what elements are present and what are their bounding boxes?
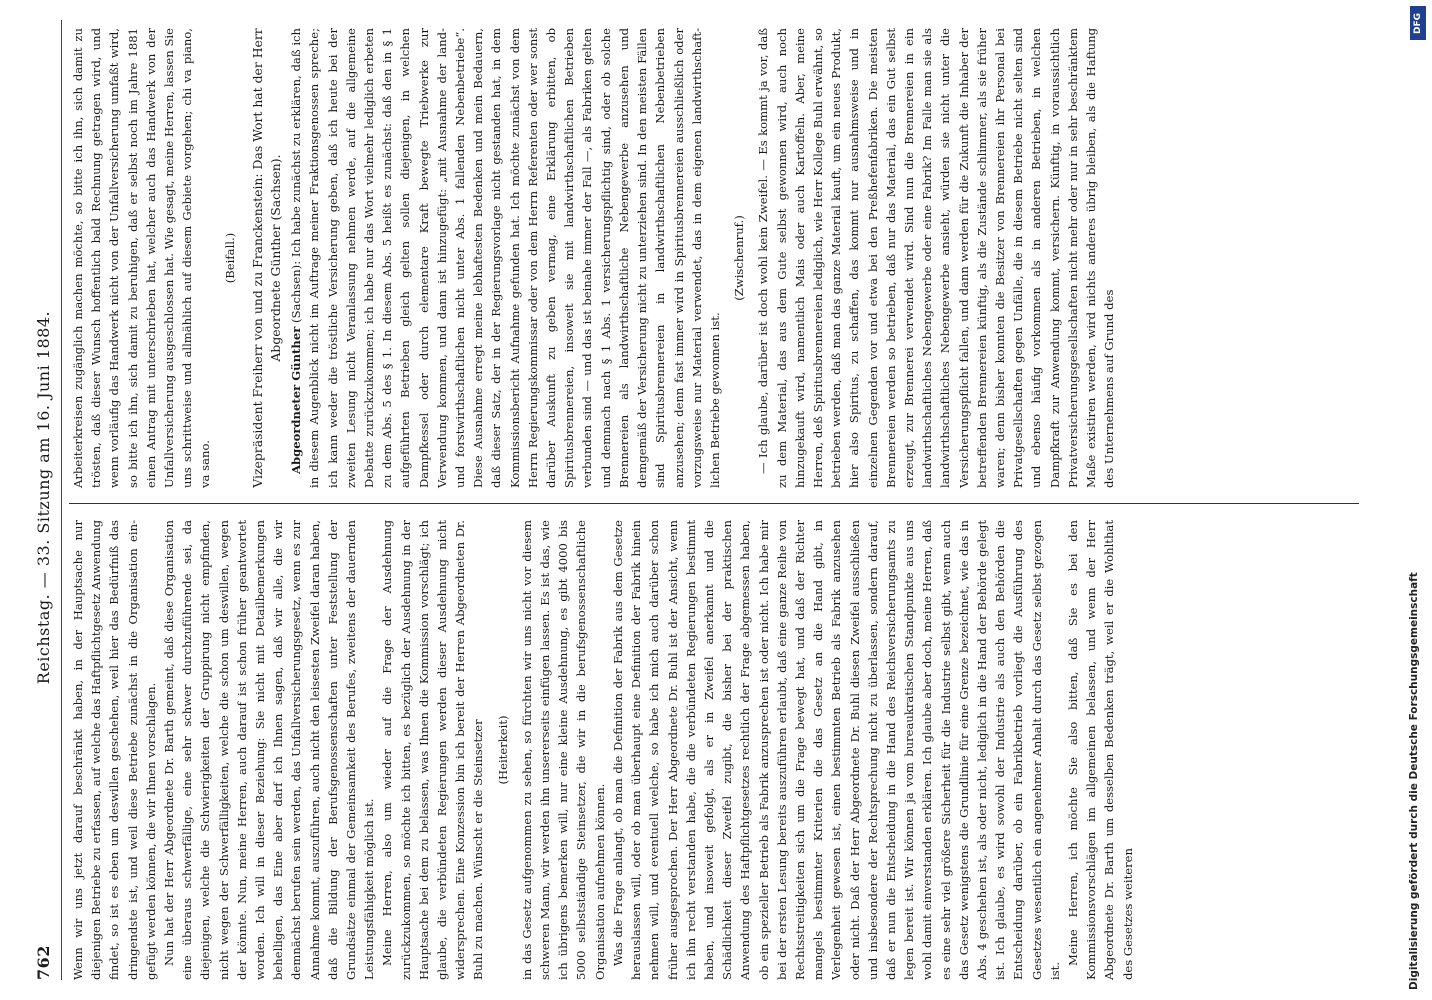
page-number: 762 [33,945,53,980]
president-line: Vizepräsident Freiherr von und zu Franckenstein: Das Wort hat der Herr Abgeordnete Günther (Sachsen). [249,28,284,488]
paragraph: Nun hat der Herr Abgeordnete Dr. Barth gemeint, daß diese Organisation eine überaus schwerfällige, eine sehr schwer durchzuführende sei, da diejenigen, welche die Schwierigkeiten der Gruppirung nicht empfinden, nicht wegen der Schwerfälligkeiten, welche die schon um deswillen, wegen der könnte. Nun, meine Herren, auch darauf ist schon früher geantwortet worden. Ich will in dieser Beziehung: Sie nicht mit Detailbemerkungen behelligen, das Eine aber darf ich Ihnen sagen, daß wir alle, die wir demnächst berufen sein werden, das Unfallversicherungsgesetz, wenn es zur Annahme kommt, auszuführen, auch nicht den leisesten Zweifel daran haben, daß die Bildung der Berufsgenossenschaften unter Feststellung der Grundsätze einmal der Gemeinsamkeit des Berufes, zweitens der dauernden Leistungsfähigkeit möglich ist. [162,520,377,980]
column-divider [69,503,1359,504]
page-header [25,20,62,980]
dfg-logo: DFG [1410,6,1426,40]
paragraph: — Ich glaube, darüber ist doch wohl kein Zweifel. — Es kommt ja vor, daß zu dem Material, das aus dem Gute selbst gewonnen wird, auch noch hinzugekauft wird, namentlich Mais oder auch Kartoffeln. Aber, meine Herren, deß Spiritusbrennereien lediglich, wie Herr Kollege Buhl erwähnt, so betrieben werden, daß man das ganze Material kauft, um ein neues Produkt, hier also Spiritus, zu schaffen, das kommt nur ausnahmsweise und in einzelnen Gegenden vor und etwa bei den Preßhefenfabriken. Die meisten Brennereien werden so betrieben, daß nur das Material, das ein Gut selbst erzeugt, zur Brennerei verwendet wird. Sind nun die Brennereien in ein landwirthschaftliches Nebengewerbe oder eine Fabrik? Im Falle man sie als landwirthschaftliches Nebengewerbe ansieht, würden sie nicht unter die Versicherungspflicht fallen, und dann werden für die Zukunft die Inhaber der betreffenden Brennereien künftig, als die Zustände schlimmer, als sie früher waren; denn bisher konnten die Besitzer von Brennereien ihr Personal bei Privatgesellschaften gegen Unfälle, die in diesem Betriebe nicht selten sind und ebenso häufig vorkommen als in anderen Betrieben, in welchen Dampfkraft zur Anwendung kommt, versichern. Künftig, in voraussichtlich Privatversicherungsgesellschaften nicht mehr oder nur in sehr beschränktem Maße existiren werden, wird nichts anderes übrig bleiben, als die Haftung des Unternehmens auf Grund des [756,28,1117,488]
rotated-page-content [25,20,1365,980]
paragraph: in das Gesetz aufgenommen zu sehen, so fürchten wir uns nicht vor diesem schweren Mann, wir werden ihn unsererseits einfügen lassen. Es ist das, wie ich übrigens bemerken will, nur eine kleine Ausdehnung, es gibt 4000 bis 5000 selbstständige Steinsetzer, die wir in die berufsgenossenschaftliche Organisation aufnehmen können. [519,520,607,980]
interjection-note: (Zwischenruf.) [732,215,747,301]
speech-text: (Sachsen): Ich habe zunächst zu erklären, daß ich in diesem Augenblick nicht im Auftrage meiner Fraktionsgenossen spreche; ich kann weder die tröstliche Versicherung geben, daß ich heute bei der zweiten Lesung nicht Veranlassung nehmen werde, auf die allgemeine Debatte zurückzukommen; ich habe nur das Wort vielmehr lediglich erbeten zu dem Abs. 5 des § 1. In diesem Abs. 5 heißt es zunächst: daß den in § 1 aufgeführten Betrieben gleich gelten sollen diejenigen, in welchen Dampfkessel oder durch elementare Kraft bewegte Triebwerke zur Verwendung kommen, und dann ist hinzugefügt: „mit Ausnahme der land- und forstwirthschaftlichen nicht unter Abs. 1 fallenden Nebenbetriebe“. Diese Ausnahme erregt meine lebhaftesten Bedenken und mein Bedauern, daß dieser Satz, der in der Regierungsvorlage nicht gestanden hat, in dem Kommissionsbericht Aufnahme gefunden hat. Ich möchte zunächst von dem Herrn Regierungskommissar oder von dem Herrn Referenten oder wer sonst darüber Auskunft zu geben vermag, eine Erklärung erbitten, ob Spiritusbrennereien, insoweit sie mit landwirthschaftlichen Betrieben verbunden sind — und das ist beinahe immer der Fall —, als Fabriken gelten und demnach nach § 1 Abs. 1 versicherungspflichtig sind, oder ob solche Brennereien als landwirthschaftliche Nebengewerbe anzusehen und demgemäß der Versicherung nicht zu unterziehen sind. In den meisten Fällen sind Spiritusbrennereien in landwirthschaftlichen Nebenbetrieben anzusehen; denn fast immer wird in Spiritusbrennereien ausschließlich oder vorzugsweise nur Material verwendet, das in dem eigenen landwirthschaftlichen Betriebe gewonnen ist. [289,28,722,488]
page-title: Reichstag. — 33. Sitzung am 16. Juni 1884. [33,310,53,685]
paragraph: Wenn wir uns jetzt darauf beschränkt haben, in der Hauptsache nur diejenigen Betriebe zu erfassen, auf welche das Haftpflichtgesetz Anwendung findet, so ist es eben um deswillen geschehen, weil hier das Bedürfniß das dringendste ist, und weil diese Betriebe zunächst in die Organisation eingefügt werden können, die wir Ihnen vorschlagen. [71,520,158,980]
paragraph: Meine Herren, also um wieder auf die Frage der Ausdehnung zurückzukommen, so möchte ich bitten, es bezüglich der Ausdehnung in der Hauptsache bei dem zu belassen, was Ihnen die Kommission vorschlägt; ich glaube, die verbündeten Regierungen werden dieser Ausdehnung nicht widersprechen. Eine Konzession bin ich bereit der Herren Abgeordneten Dr. Buhl zu machen. Wünscht er die Steinsetzer [380,520,486,980]
applause-note: (Beifall.) [222,232,237,284]
digitization-credit: Digitalisierung gefördert durch die Deutsche Forschungsgemeinschaft [1408,572,1420,990]
column-left [69,520,1137,980]
column-right [69,28,1118,488]
speaker-name: Abgeordneter Günther [289,326,304,474]
paragraph: Arbeiterkreisen zugänglich machen möchte, so bitte ich ihn, sich damit zu trösten, daß dieser Wunsch hoffentlich bald Rechnung getragen wird, und wenn vorläufig das Handwerk nicht von der Unfallversicherung umfaßt wird, so bitte ich ihn, sich damit zu beruhigen, daß er selbst noch im Jahre 1881 einen Antrag mit unterschrieben hat, welcher auch das Handwerk von der Unfallversicherung ausgeschlossen hat. Wie gesagt, meine Herren, lassen Sie uns schrittweise und allmählich auf diesem Gebiete vorgehen; chi va piano, va sano. [71,28,213,488]
digitization-sidebar [1404,0,1432,1000]
applause-note: (Heiterkeit) [495,715,510,785]
paragraph: Was die Frage anlangt, ob man die Definition der Fabrik aus dem Gesetze herauslassen will, oder ob man überhaupt eine Definition der Fabrik hinein nehmen will, und eventuell welche, so habe ich mich auch darüber schon früher ausgesprochen. Der Herr Abgeordnete Dr. Buhl ist der Ansicht, wenn ich ihn recht verstanden habe, die die verbündeten Regierungen bestimmt haben, und insoweit gefolgt, als er in Zweifel anerkannt und die Schädlichkeit dieser Zweifel zugibt, die bisher bei der praktischen Anwendung des Haftpflichtgesetzes rechtlich der Frage abgemessen haben, ob ein spezieller Betrieb als Fabrik anzusprechen ist oder nicht. Ich habe mir bei der ersten Lesung bereits auszuführen erlaubt, daß eine ganze Reihe von Rechtsstreitigkeiten sich um die Frage bewegt hat, und daß der Richter mangels bestimmter Kriterien die das Gesetz an die Hand gibt, in Verlegenheit gewesen ist, einen bestimmten Betrieb als Fabrik anzusehen oder nicht. Daß der Herr Abgeordnete Dr. Buhl diesen Zweifel ausschließen und insbesondere der Rechtsprechung nicht zu überlassen, sondern darauf, daß er nun die Entscheidung in die Hand des Reichsversicherungsamts zu legen bereit ist. Wir können ja vom bureaukratischen Standpunkte aus uns wohl damit einverstanden erklären. Ich glaube aber doch, meine Herren, daß es eine sehr viel größere Sicherheit für die Industrie selbst gibt, wenn auch das Gesetz wenigstens die Grundlinie für eine Grenze bezeichnet, wie das in Abs. 4 geschehen ist, als oder nicht, lediglich in die Hand der Behörde gelegt ist. Ich glaube, es wird sowohl der Industrie als auch den Behörden die Entscheidung darüber, ob ein Fabrikbetrieb vorliegt die Ausführung des Gesetzes wesentlich ein angenehmer Anhalt durch das Gesetz selbst gezogen ist. [610,520,1062,980]
paragraph: Meine Herren, ich möchte Sie also bitten, daß Sie es bei den Kommissionsvorschlägen im allgemeinen belassen, und wenn der Herr Abgeordnete Dr. Barth um desselben Bedenken trägt, weil er die Wohlthat des Gesetzes weiteren [1065,520,1135,980]
